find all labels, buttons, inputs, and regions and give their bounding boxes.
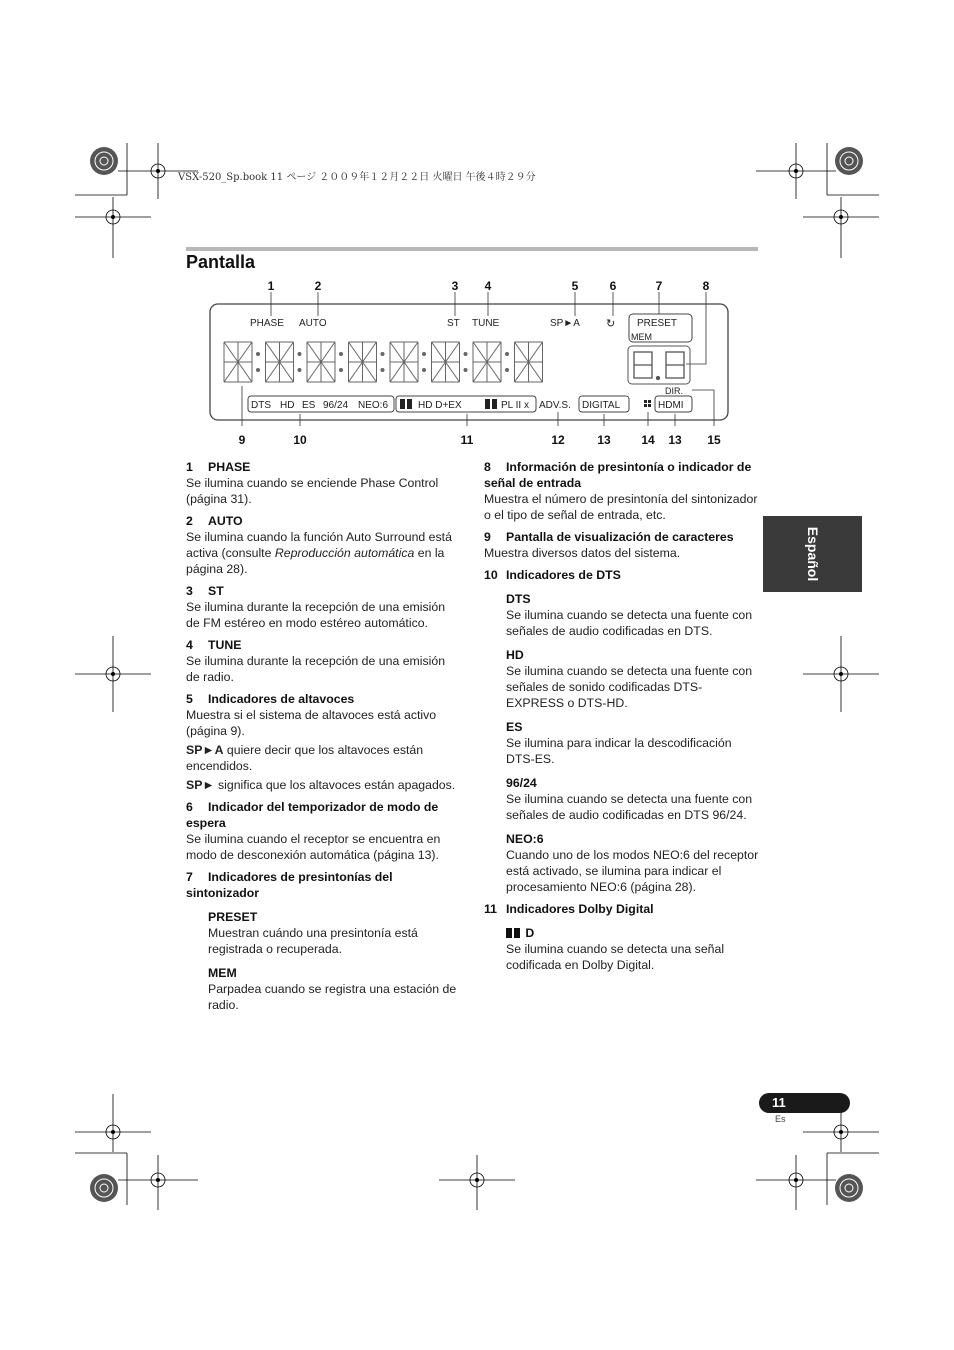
entry-presets: 7 Indicadores de presintonías del sintonizador PRESET Muestran cuándo una presintonía está registrada o recuperada. MEM Parpadea cuando se registra una estación de radio.: [186, 870, 457, 1012]
entry-preset-info: 8 Información de presintonía o indicador de señal de entrada Muestra el número de presintonía del sintonizador o el tipo de señal de entrada, etc.: [484, 460, 758, 522]
file-header: VSX-520_Sp.book 11 ページ ２００９年１２月２２日 火曜日 午後４時２９分: [178, 172, 536, 183]
ind-9624: 96/24: [323, 400, 349, 411]
ind-spa: SP►A: [550, 318, 580, 329]
callout-11: 11: [460, 433, 474, 447]
left-column: [186, 459, 462, 1019]
page-number: 11: [772, 1095, 786, 1110]
ind-phase: PHASE: [250, 318, 284, 329]
callout-13b: 13: [668, 433, 682, 447]
ind-digital: DIGITAL: [582, 400, 621, 411]
dolby-logo-icon: [506, 928, 522, 938]
callout-1: 1: [267, 279, 275, 293]
right-column: [484, 459, 760, 979]
callout-7: 7: [655, 279, 663, 293]
callout-12: 12: [551, 433, 565, 447]
callout-10: 10: [293, 433, 307, 447]
callout-2: 2: [314, 279, 322, 293]
ind-advs: ADV.S.: [539, 400, 571, 411]
callout-3: 3: [451, 279, 459, 293]
ind-dolby: HD D+EX: [418, 400, 462, 411]
ind-es: ES: [302, 400, 316, 411]
entry-dolby: 11 Indicadores Dolby Digital D Se ilumina cuando se detecta una señal codificada en Dolby Digital.: [484, 902, 725, 972]
callout-6: 6: [609, 279, 617, 293]
ind-hd: HD: [280, 400, 295, 411]
timer-icon: ↻: [606, 318, 616, 330]
ind-hdmi: HDMI: [658, 400, 684, 411]
entry-tune: 4 TUNE Se ilumina durante la recepción de una emisión de radio.: [186, 638, 446, 684]
ind-neo6: NEO:6: [358, 400, 389, 411]
dolby-logo-2: [485, 399, 497, 409]
callout-8: 8: [702, 279, 710, 293]
ind-mem: MEM: [631, 332, 652, 342]
ind-tune: TUNE: [472, 318, 500, 329]
ind-preset: PRESET: [637, 318, 678, 329]
ind-st: ST: [447, 318, 460, 329]
callout-9: 9: [238, 433, 246, 447]
dolby-logo-1: [400, 399, 412, 409]
entry-char-display: 9 Pantalla de visualización de caracteres Muestra diversos datos del sistema.: [484, 530, 734, 560]
entry-dts: 10 Indicadores de DTS DTS Se ilumina cuando se detecta una fuente con señales de audio codificadas en DTS. HD Se ilumina cuando se detecta una fuente con señales de sonido codificadas DTS-EXPRESS o DTS-HD. ES Se ilumina para indicar la descodificación DTS-ES. 96/24 Se ilumina cuando se detecta una fuente con señales de audio codificadas en DTS 96/24. NEO:6 Cuando uno de los modos NEO:6 del receptor está activado, se ilumina para indicar el procesamiento NEO:6 (página 28).: [484, 568, 759, 894]
entry-speakers: 5 Indicadores de altavoces Muestra si el sistema de altavoces está activo (página 9). SP►A quiere decir que los altavoces están encendidos. SP► significa que los altavoces están apagados.: [186, 692, 456, 792]
callout-13a: 13: [597, 433, 611, 447]
ind-pl: PL II x: [501, 400, 529, 411]
language-tab: Español: [763, 516, 862, 592]
entry-auto: 2 AUTO Se ilumina cuando la función Auto Surround está activa (consulte Reproducción automática en la página 28).: [186, 514, 452, 576]
page-language: Es: [775, 1114, 786, 1124]
ind-dts: DTS: [251, 400, 271, 411]
entry-st: 3 ST Se ilumina durante la recepción de una emisión de FM estéreo en modo estéreo automático.: [186, 584, 446, 630]
callout-14: 14: [641, 433, 655, 447]
ind-auto: AUTO: [299, 318, 327, 329]
ind-small-squares: [644, 400, 651, 407]
title-bar: [186, 247, 758, 251]
display-diagram: [180, 276, 760, 452]
character-display: [224, 342, 543, 382]
preset-digits: [634, 352, 684, 380]
entry-phase: 1 PHASE Se ilumina cuando se enciende Phase Control (página 31).: [186, 460, 439, 506]
callout-4: 4: [484, 279, 492, 293]
section-title: Pantalla: [186, 252, 256, 272]
entry-sleep-timer: 6 Indicador del temporizador de modo de espera Se ilumina cuando el receptor se encuentra en modo de desconexión automática (página 13).: [186, 800, 441, 862]
callout-5: 5: [571, 279, 579, 293]
callout-15: 15: [707, 433, 721, 447]
ind-dir: DIR.: [665, 386, 683, 396]
